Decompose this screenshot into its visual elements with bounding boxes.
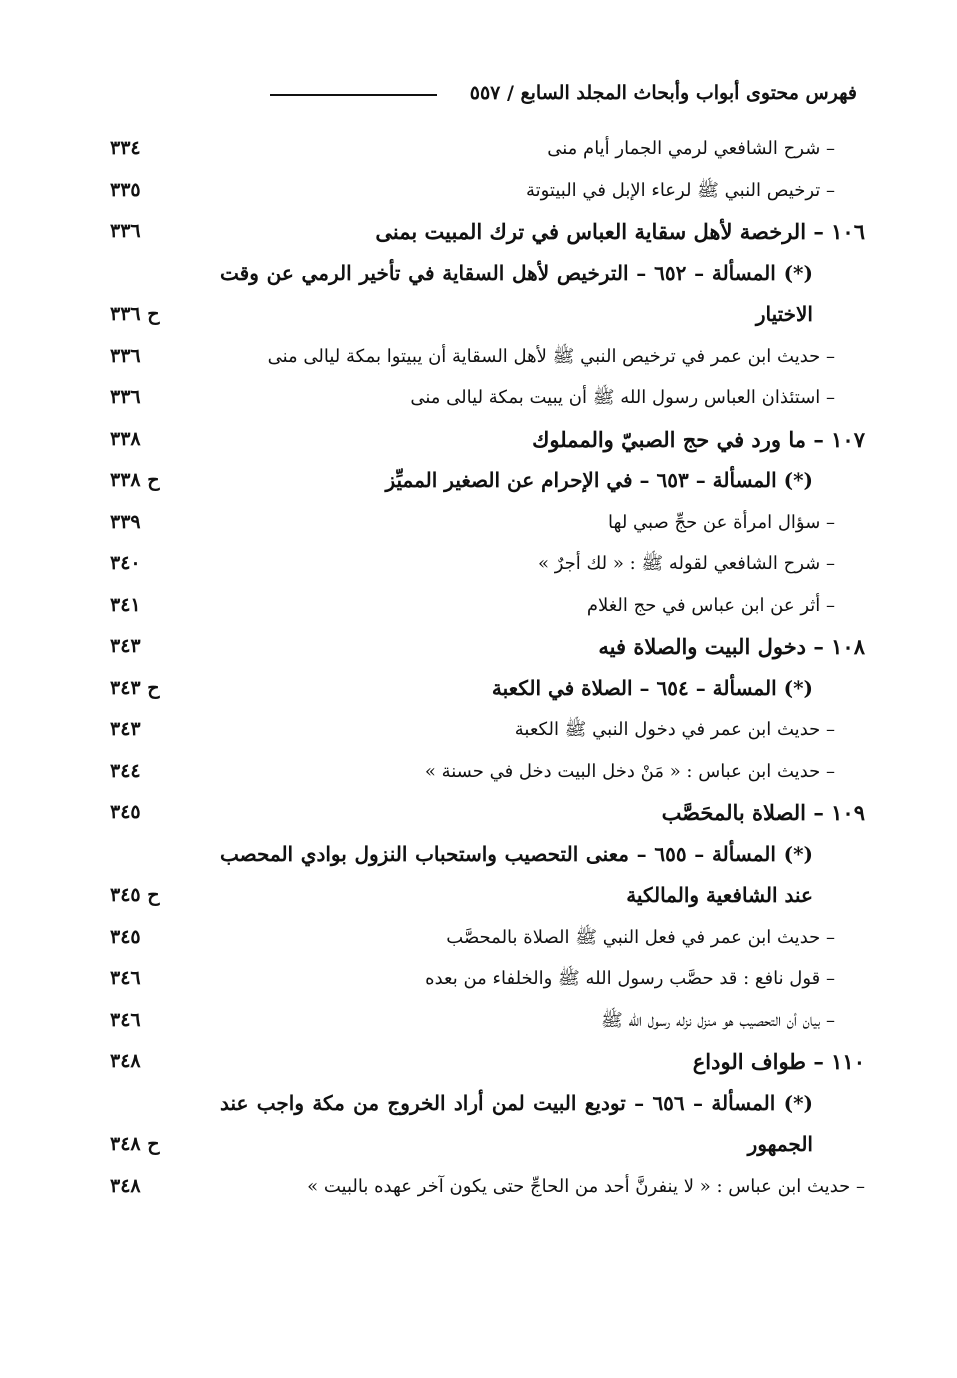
toc-page-number: ٣٤٥: [110, 925, 141, 948]
toc-page-number: ٣٣٦: [110, 344, 141, 367]
toc-item-row: [90, 170, 865, 212]
toc-page-number: ٣٣٤: [110, 137, 141, 159]
toc-item-row: [90, 1166, 865, 1208]
toc-entry-text: – حديث ابن عباس : « مَنْ دخل البيت دخل في حسنة »: [424, 760, 835, 782]
toc-item-row: [90, 958, 865, 1000]
toc-entry-text: – حديث ابن عمر في دخول النبي ﷺ الكعبة: [514, 719, 835, 740]
toc-page-number: ٣٣٩: [110, 510, 141, 533]
toc-item-row: [90, 377, 865, 419]
toc-page-number: ٣٤١: [110, 593, 141, 616]
toc-entry-text: ١٠٦ – الرخصة لأهل سقاية العباس في ترك المبيت بمنى: [375, 219, 865, 244]
table-of-contents: [90, 128, 865, 1207]
toc-item-row: [90, 336, 865, 378]
toc-section-row: [90, 419, 865, 461]
toc-item-row: [90, 502, 865, 544]
toc-entry-text: (*) المسألة – ٦٥٤ – الصلاة في الكعبة: [491, 675, 813, 700]
toc-entry-text: (*) المسألة – ٦٥٥ – معنى التحصيب واستحباب النزول بوادي المحصب عند الشافعية والمالكية: [220, 841, 813, 907]
toc-entry-text: (*) المسألة – ٦٥٣ – في الإحرام عن الصغير المميِّز: [385, 468, 813, 492]
toc-entry-text: – أثر عن ابن عباس في حج الغلام: [586, 594, 835, 616]
toc-entry-text: – سؤال امرأة عن حجِّ صبي لها: [608, 511, 835, 533]
toc-page-number: ٣٤٠: [110, 552, 141, 574]
toc-entry-text: ١٠٨ – دخول البيت والصلاة فيه: [598, 634, 865, 659]
toc-page-number: ح ٣٤٥: [110, 884, 160, 906]
toc-item-row: [90, 543, 865, 585]
toc-entry-text: (*) المسألة – ٦٥٢ – الترخيص لأهل السقاية في تأخير الرمي عن وقت الاختيار: [220, 260, 813, 326]
toc-item-row: [90, 917, 865, 959]
toc-entry-text: – شرح الشافعي لقوله ﷺ : « لك أجرٌ »: [537, 553, 835, 574]
toc-item-row: [90, 585, 865, 627]
toc-page-number: ٣٤٤: [110, 759, 141, 782]
header-rule: [270, 94, 437, 96]
toc-page-number: ٣٤٦: [110, 1008, 141, 1031]
toc-page-number: ٣٤٨: [110, 1174, 141, 1197]
toc-page-number: ح ٣٤٣: [110, 676, 160, 699]
toc-page-number: ٣٤٨: [110, 1050, 141, 1072]
toc-entry-text: – حديث ابن عمر في ترخيص النبي ﷺ لأهل السقاية أن يبيتوا بمكة ليالى منى: [267, 345, 835, 367]
toc-page-number: ٣٣٨: [110, 427, 141, 450]
toc-section-row: [90, 626, 865, 668]
toc-section-row: [90, 211, 865, 253]
header-title: فهرس محتوى أبواب وأبحاث المجلد السابع / ٥٥٧: [469, 82, 857, 104]
toc-entry-text: ١٠٧ – ما ورد في حج الصبيّ والمملوك: [532, 426, 865, 452]
toc-issue-row: [90, 253, 865, 336]
toc-page-number: ٣٤٣: [110, 718, 141, 740]
toc-entry-text: – حديث ابن عباس : « لا ينفرنَّ أحد من الحاجِّ حتى يكون آخر عهده بالبيت »: [307, 1175, 865, 1197]
toc-page-number: ح ٣٤٨: [110, 1133, 160, 1155]
running-header: [80, 78, 857, 112]
toc-entry-text: – شرح الشافعي لرمي الجمار أيام منى: [547, 138, 835, 159]
toc-page-number: ٣٤٣: [110, 635, 141, 657]
toc-entry-text: – قول نافع : قد حصَّب رسول الله ﷺ والخلفاء من بعده: [425, 968, 835, 989]
toc-section-row: [90, 792, 865, 834]
toc-page-number: ٣٣٥: [110, 178, 141, 201]
toc-page-number: ٣٤٦: [110, 967, 141, 989]
toc-entry-text: – بيان أن التحصيب هو منزل نزله رسول الله ﷺ: [601, 1009, 835, 1031]
toc-item-row: [90, 709, 865, 751]
toc-page-number: ح ٣٣٦: [110, 303, 160, 325]
toc-section-row: [90, 1041, 865, 1083]
toc-entry-text: – ترخيص النبي ﷺ لرعاء الإبل في البيتوتة: [525, 179, 835, 201]
toc-issue-row: [90, 668, 865, 710]
toc-item-row: [90, 1000, 865, 1042]
toc-issue-row: [90, 834, 865, 917]
toc-page-number: ٣٣٦: [110, 386, 141, 408]
toc-entry-text: (*) المسألة – ٦٥٦ – توديع البيت لمن أراد الخروج من مكة واجب عند الجمهور: [220, 1090, 813, 1156]
toc-item-row: [90, 128, 865, 170]
toc-issue-row: [90, 1083, 865, 1166]
toc-entry-text: – استئذان العباس رسول الله ﷺ أن يبيت بمكة ليالى منى: [410, 387, 835, 408]
toc-page-number: ح ٣٣٨: [110, 469, 160, 491]
toc-page-number: ٣٤٥: [110, 801, 141, 823]
toc-entry-text: – حديث ابن عمر في فعل النبي ﷺ الصلاة بالمحصَّب: [446, 926, 835, 948]
toc-item-row: [90, 751, 865, 793]
toc-issue-row: [90, 460, 865, 502]
toc-entry-text: ١٠٩ – الصلاة بالمحَصَّب: [661, 800, 865, 825]
toc-entry-text: ١١٠ – طواف الوداع: [692, 1049, 865, 1074]
toc-page-number: ٣٣٦: [110, 220, 141, 242]
